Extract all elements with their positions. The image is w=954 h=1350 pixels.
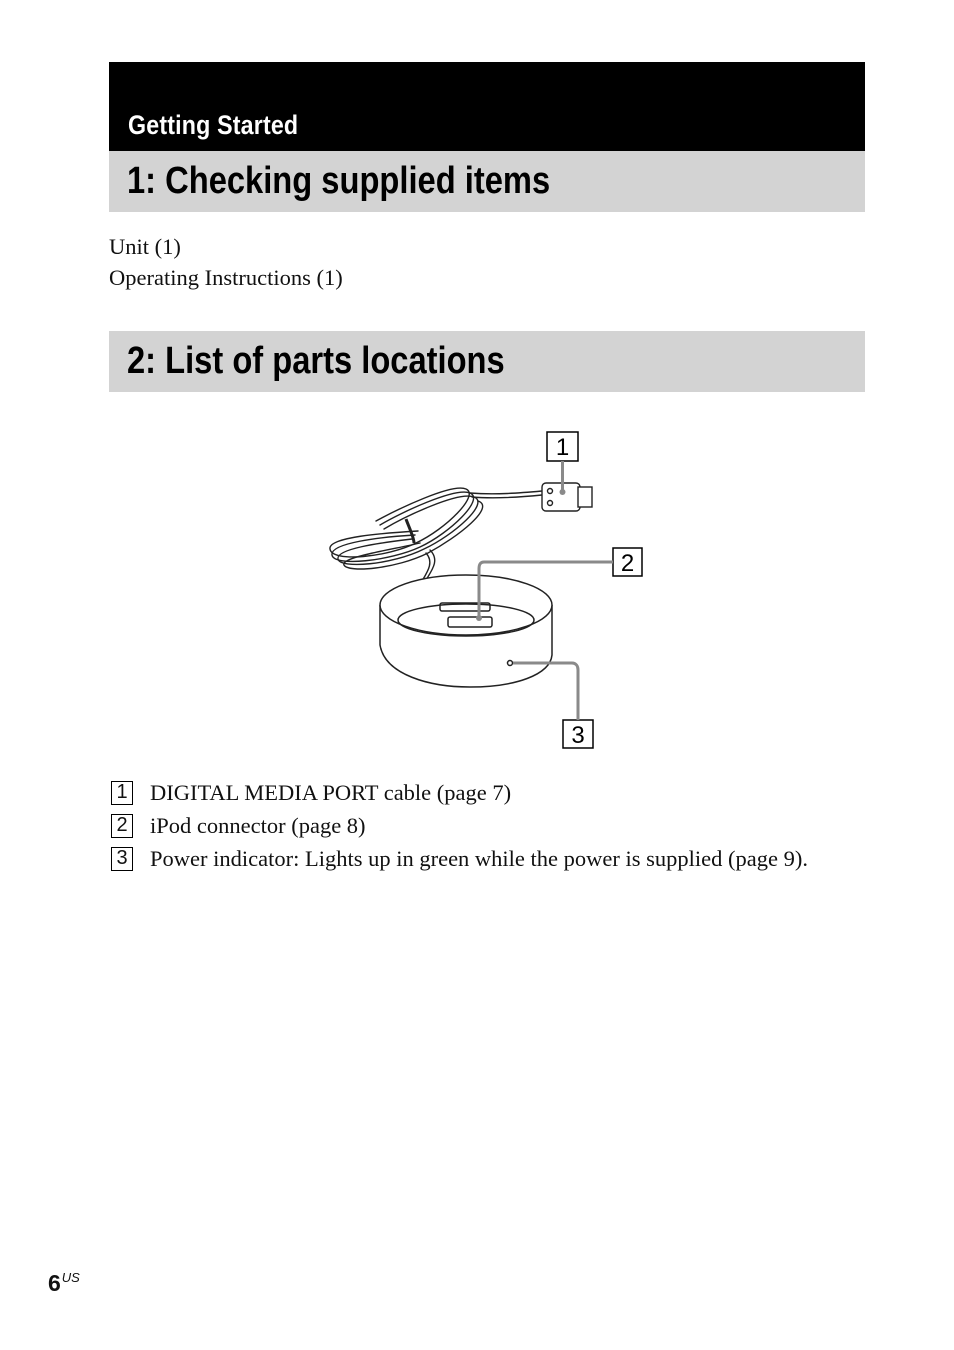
supplied-item: Operating Instructions (1) bbox=[109, 265, 343, 290]
cable-illustration bbox=[330, 488, 542, 581]
legend-item bbox=[111, 776, 831, 809]
legend-item bbox=[111, 842, 831, 875]
legend-number-box: 1 bbox=[111, 781, 133, 805]
cable-connector bbox=[542, 483, 592, 511]
chapter-title: Getting Started bbox=[128, 110, 299, 140]
section-1-heading: 1: Checking supplied items bbox=[127, 160, 551, 202]
legend-text: DIGITAL MEDIA PORT cable (page 7) bbox=[150, 780, 512, 805]
supplied-items-list bbox=[109, 231, 343, 293]
chapter-header bbox=[109, 62, 865, 151]
legend-number-box: 2 bbox=[111, 814, 133, 838]
page-number-value: 6 bbox=[48, 1270, 61, 1296]
supplied-item: Unit (1) bbox=[109, 234, 181, 259]
callout-3-label: 3 bbox=[571, 722, 585, 749]
parts-diagram bbox=[320, 425, 635, 755]
section-2-header bbox=[109, 331, 865, 392]
callout-2 bbox=[613, 548, 642, 577]
dock-unit bbox=[380, 575, 552, 687]
page-region: US bbox=[61, 1270, 80, 1285]
legend-item bbox=[111, 809, 831, 842]
legend-text: iPod connector (page 8) bbox=[150, 813, 366, 838]
callout-1 bbox=[547, 432, 578, 461]
parts-legend bbox=[111, 776, 831, 875]
section-1-header bbox=[109, 151, 865, 212]
page-number bbox=[48, 1270, 80, 1297]
callout-1-label: 1 bbox=[555, 434, 570, 461]
section-2-heading: 2: List of parts locations bbox=[127, 340, 505, 382]
callout-2-label: 2 bbox=[620, 550, 635, 577]
legend-number-box: 3 bbox=[111, 847, 133, 871]
legend-text: Power indicator: Lights up in green while the power is supplied (page 9). bbox=[150, 846, 808, 871]
callout-3 bbox=[563, 720, 593, 749]
